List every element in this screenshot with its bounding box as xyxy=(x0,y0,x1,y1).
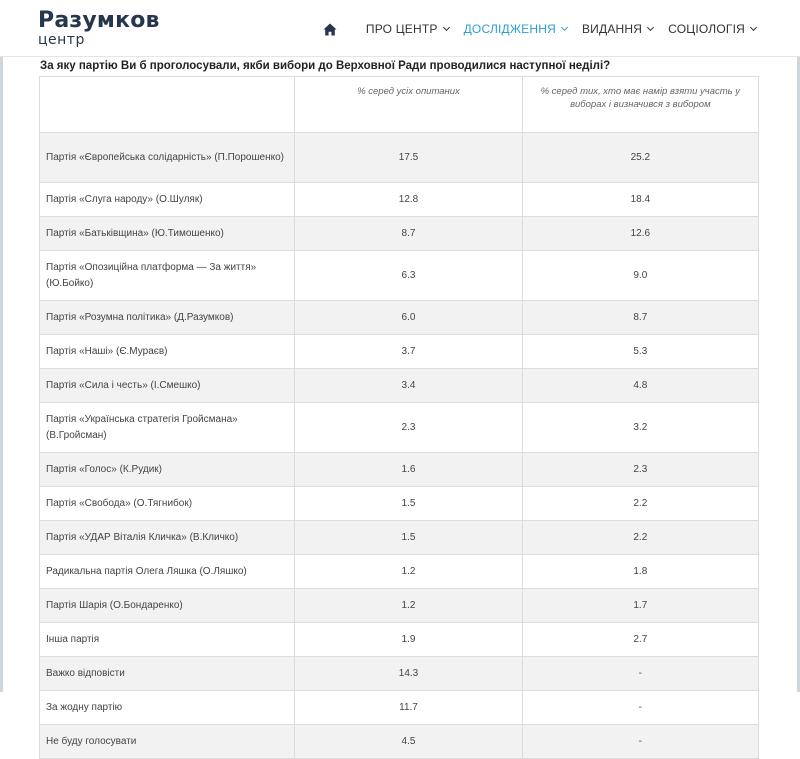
home-icon[interactable] xyxy=(323,23,337,36)
header-decided-voters: % серед тих, хто має намір взяти участь у виборах і визначився з вибором xyxy=(522,77,758,133)
table-row xyxy=(40,623,759,657)
main-nav xyxy=(323,22,756,36)
party-name: Партія «Європейська солідарність» (П.Порошенко) xyxy=(40,133,295,183)
value-all: 11.7 xyxy=(295,691,522,725)
site-header xyxy=(0,0,800,57)
party-name: Важко відповісти xyxy=(40,657,295,691)
table-row xyxy=(40,589,759,623)
party-name: За жодну партію xyxy=(40,691,295,725)
table-row xyxy=(40,217,759,251)
value-decided: 18.4 xyxy=(522,183,758,217)
value-decided: - xyxy=(522,657,758,691)
value-all: 1.5 xyxy=(295,487,522,521)
chevron-down-icon xyxy=(750,24,757,31)
party-name: Партія «Опозиційна платформа — За життя» (Ю.Бойко) xyxy=(40,251,295,301)
value-decided: 8.7 xyxy=(522,301,758,335)
nav-item-label: ДОСЛІДЖЕННЯ xyxy=(463,22,556,36)
value-all: 3.7 xyxy=(295,335,522,369)
logo-sub-text: центр xyxy=(38,32,85,48)
value-decided: 25.2 xyxy=(522,133,758,183)
party-name: Партія «УДАР Віталія Кличка» (В.Кличко) xyxy=(40,521,295,555)
value-all: 4.5 xyxy=(295,725,522,759)
value-all: 1.9 xyxy=(295,623,522,657)
chevron-down-icon xyxy=(561,24,568,31)
value-all: 1.2 xyxy=(295,555,522,589)
party-name: Партія «Голос» (К.Рудик) xyxy=(40,453,295,487)
results-table xyxy=(39,76,759,759)
party-name: Не буду голосувати xyxy=(40,725,295,759)
party-name: Партія «Розумна політика» (Д.Разумков) xyxy=(40,301,295,335)
value-all: 14.3 xyxy=(295,657,522,691)
value-all: 1.6 xyxy=(295,453,522,487)
chevron-down-icon xyxy=(443,24,450,31)
table-row xyxy=(40,301,759,335)
survey-question: За яку партію Ви б проголосували, якби вибори до Верховної Ради проводилися наступної неділі? xyxy=(40,60,611,72)
value-decided: 2.2 xyxy=(522,521,758,555)
value-decided: 2.2 xyxy=(522,487,758,521)
table-row xyxy=(40,183,759,217)
value-decided: 5.3 xyxy=(522,335,758,369)
value-all: 1.2 xyxy=(295,589,522,623)
value-all: 2.3 xyxy=(295,403,522,453)
nav-item-label: СОЦІОЛОГІЯ xyxy=(668,22,745,36)
value-decided: 2.3 xyxy=(522,453,758,487)
table-row xyxy=(40,369,759,403)
table-row xyxy=(40,691,759,725)
party-name: Партія Шарія (О.Бондаренко) xyxy=(40,589,295,623)
table-row xyxy=(40,453,759,487)
table-row xyxy=(40,725,759,759)
nav-item-publications[interactable] xyxy=(582,22,653,36)
site-logo[interactable] xyxy=(38,10,160,47)
value-all: 3.4 xyxy=(295,369,522,403)
chevron-down-icon xyxy=(647,24,654,31)
table-row xyxy=(40,335,759,369)
header-all-respondents: % серед усіх опитаних xyxy=(295,77,522,133)
party-name: Партія «Батьківщина» (Ю.Тимошенко) xyxy=(40,217,295,251)
party-name: Партія «Українська стратегія Гройсмана» (В.Гройсман) xyxy=(40,403,295,453)
value-decided: 3.2 xyxy=(522,403,758,453)
table-row xyxy=(40,403,759,453)
header-party xyxy=(40,77,295,133)
value-all: 1.5 xyxy=(295,521,522,555)
value-decided: 2.7 xyxy=(522,623,758,657)
table-row xyxy=(40,521,759,555)
party-name: Партія «Свобода» (О.Тягнибок) xyxy=(40,487,295,521)
value-decided: 1.8 xyxy=(522,555,758,589)
value-all: 8.7 xyxy=(295,217,522,251)
value-decided: - xyxy=(522,725,758,759)
party-name: Партія «Слуга народу» (О.Шуляк) xyxy=(40,183,295,217)
value-all: 6.0 xyxy=(295,301,522,335)
value-decided: 9.0 xyxy=(522,251,758,301)
table-row xyxy=(40,487,759,521)
nav-item-label: ПРО ЦЕНТР xyxy=(365,22,438,36)
party-name: Радикальна партія Олега Ляшка (О.Ляшко) xyxy=(40,555,295,589)
table-row xyxy=(40,133,759,183)
nav-item-label: ВИДАННЯ xyxy=(581,22,643,36)
party-name: Інша партія xyxy=(40,623,295,657)
value-all: 12.8 xyxy=(295,183,522,217)
value-decided: - xyxy=(522,691,758,725)
nav-item-about[interactable] xyxy=(366,22,449,36)
logo-main-text: Разумков xyxy=(38,8,160,33)
nav-item-research[interactable] xyxy=(464,22,567,36)
table-header-row xyxy=(40,77,759,133)
value-decided: 4.8 xyxy=(522,369,758,403)
party-name: Партія «Наші» (Є.Мураєв) xyxy=(40,335,295,369)
nav-item-sociology[interactable] xyxy=(668,22,756,36)
value-all: 17.5 xyxy=(295,133,522,183)
window-frame-left xyxy=(0,0,3,692)
value-all: 6.3 xyxy=(295,251,522,301)
value-decided: 12.6 xyxy=(522,217,758,251)
party-name: Партія «Сила і честь» (І.Смешко) xyxy=(40,369,295,403)
value-decided: 1.7 xyxy=(522,589,758,623)
table-row xyxy=(40,555,759,589)
table-row xyxy=(40,657,759,691)
table-row xyxy=(40,251,759,301)
